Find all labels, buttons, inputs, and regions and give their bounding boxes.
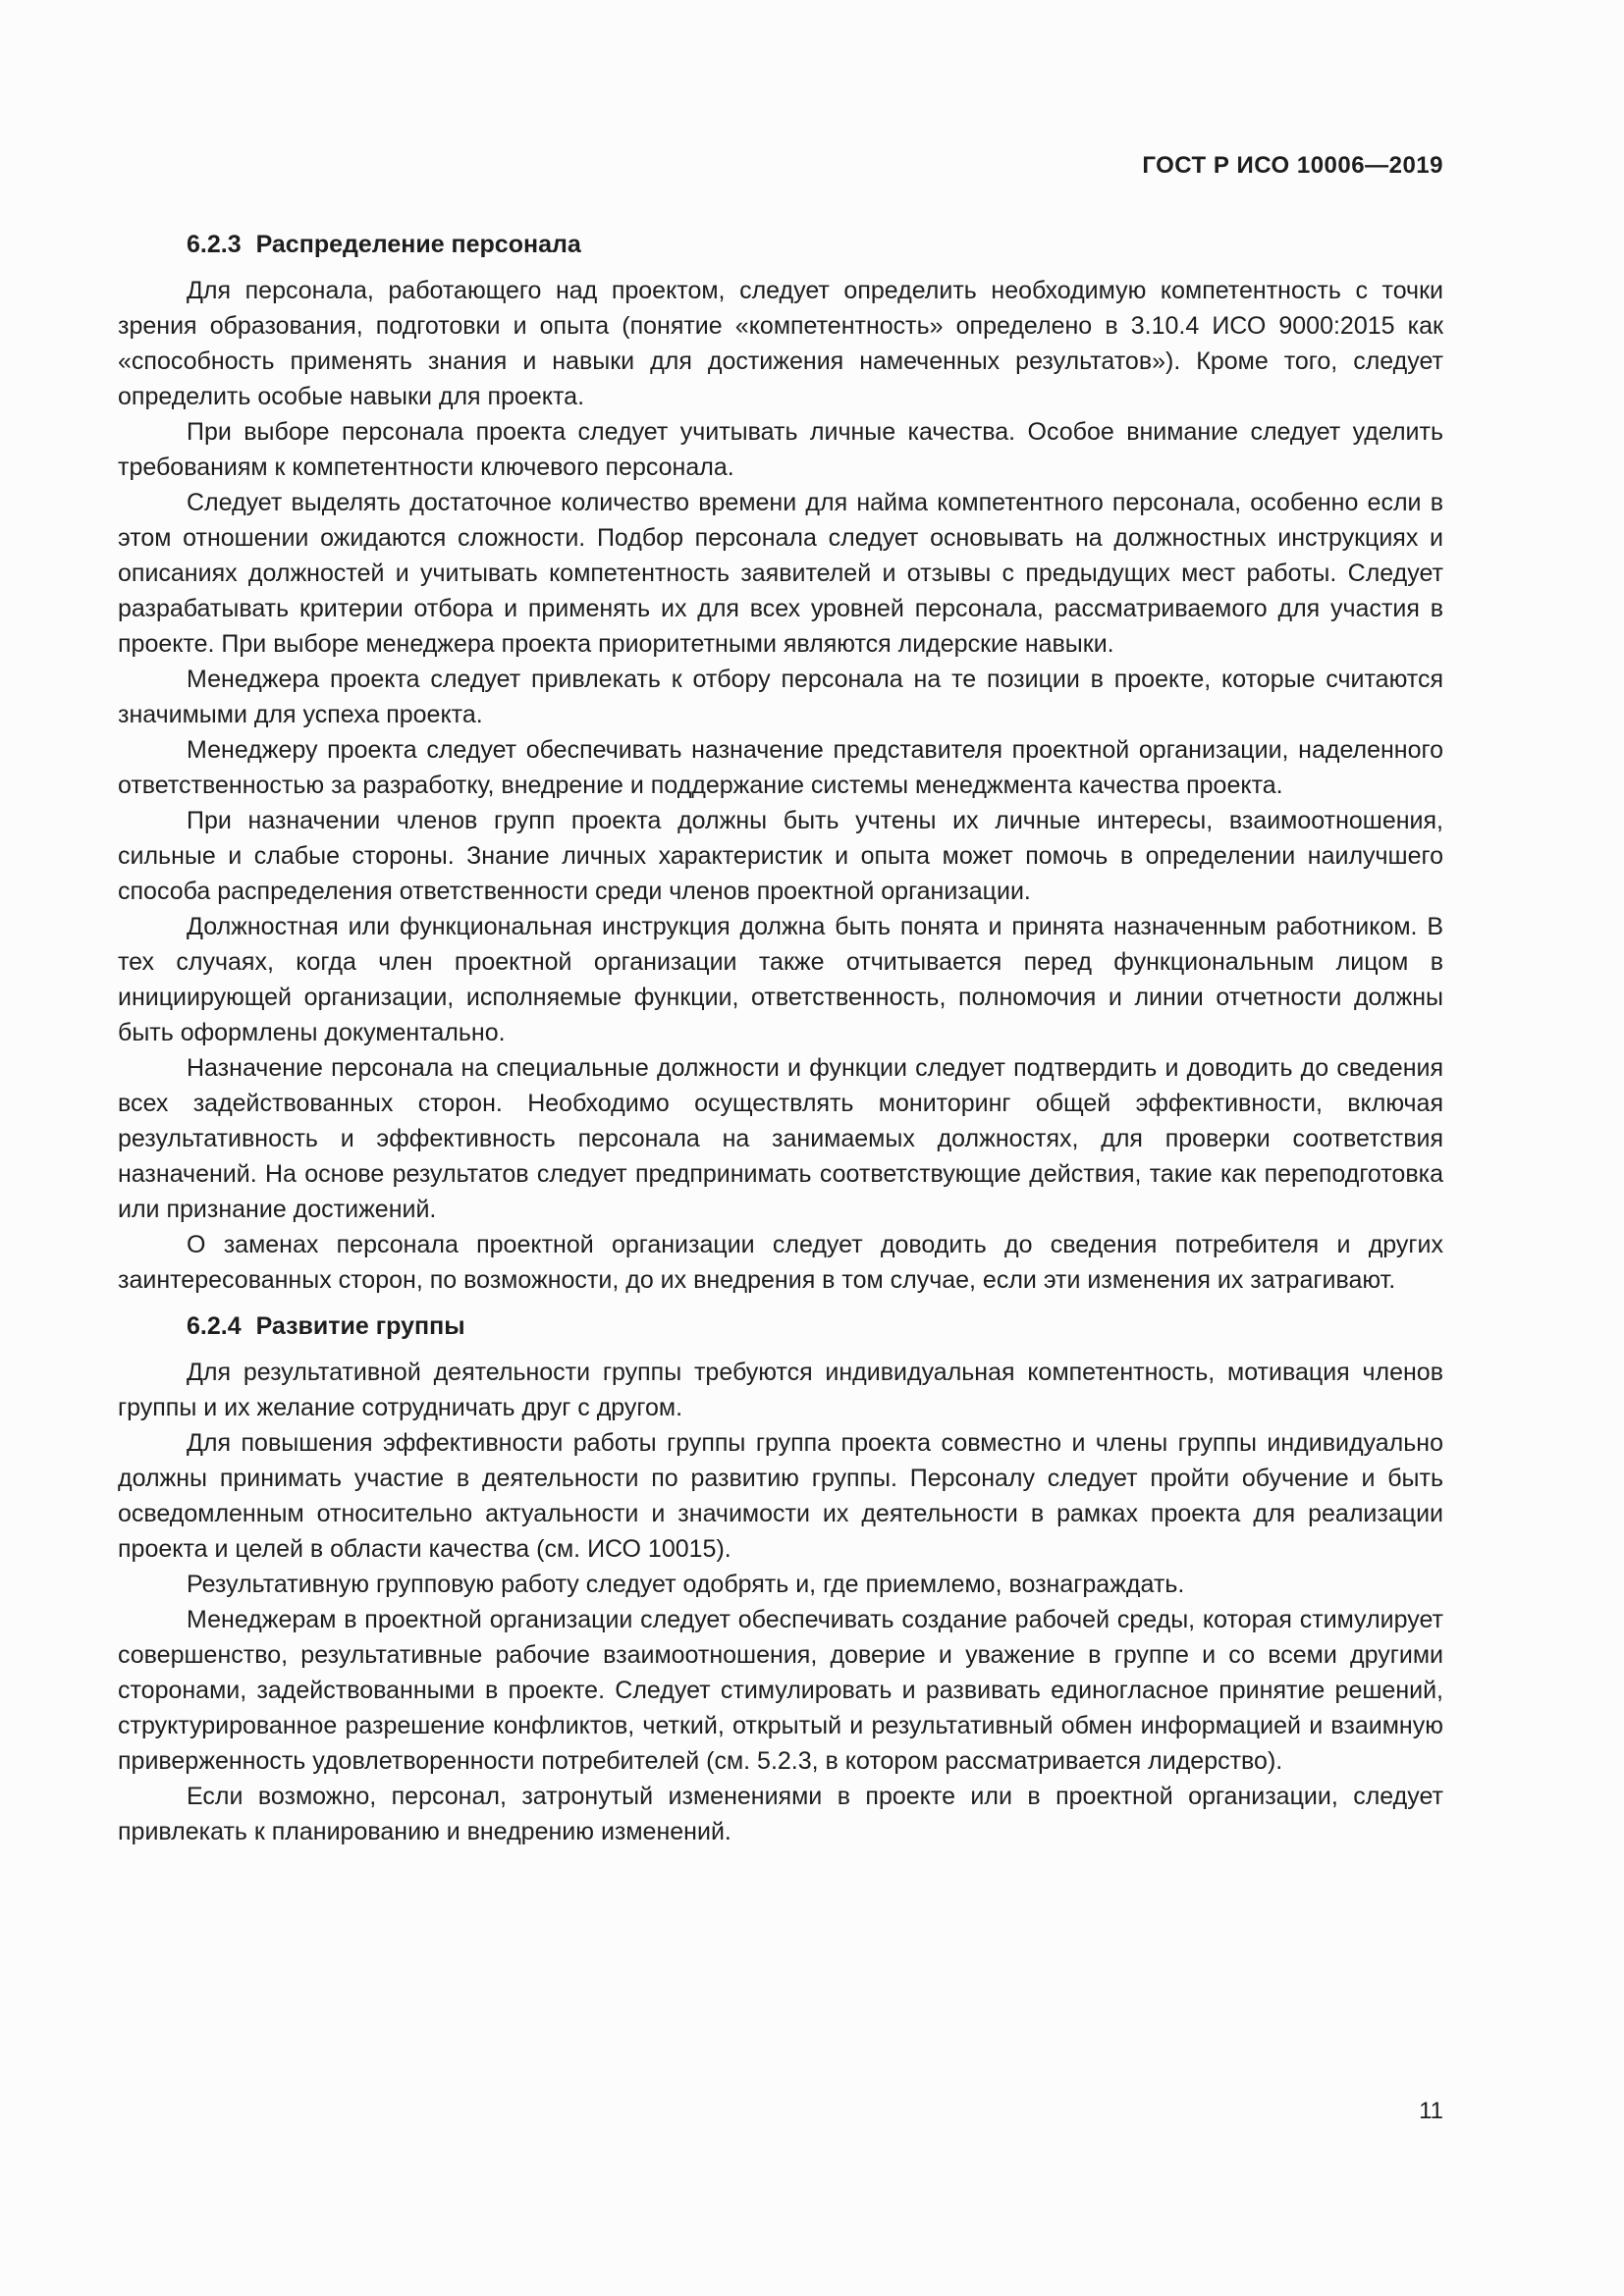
paragraph: Для результативной деятельности группы требуются индивидуальная компетентность, мотивация членов группы и их желание сотрудничать друг с другом.	[118, 1359, 1443, 1421]
paragraph: Для повышения эффективности работы группы группа проекта совместно и члены группы индивидуально должны принимать участие в деятельности по развитию группы. Персоналу следует пройти обучение и быть осведомленным относительно актуальности и значимости их деятельности в рамках проекта для реализации проекта и целей в области качества (см. ИСО 10015).	[118, 1429, 1443, 1563]
paragraph: Менеджера проекта следует привлекать к отбору персонала на те позиции в проекте, которые считаются значимыми для успеха проекта.	[118, 666, 1443, 728]
paragraph: Для персонала, работающего над проектом, следует определить необходимую компетентность с точки зрения образования, подготовки и опыта (понятие «компетентность» определено в 3.10.4 ИСО 9000:2015 как «способность применять знания и навыки для достижения намеченных результатов»). Кроме того, следует определить особые навыки для проекта.	[118, 277, 1443, 410]
section-heading	[118, 228, 1443, 261]
section-heading	[118, 1309, 1443, 1343]
section-title: Развитие группы	[255, 1312, 465, 1340]
paragraph: О заменах персонала проектной организации следует доводить до сведения потребителя и других заинтересованных сторон, по возможности, до их внедрения в том случае, если эти изменения их затрагивают.	[118, 1231, 1443, 1294]
paragraph: Менеджеру проекта следует обеспечивать назначение представителя проектной организации, наделенного ответственностью за разработку, внедрение и поддержание системы менеджмента качества проекта.	[118, 736, 1443, 799]
paragraph: Назначение персонала на специальные должности и функции следует подтвердить и доводить до сведения всех задействованных сторон. Необходимо осуществлять мониторинг общей эффективности, включая результативность и эффективность персонала на занимаемых должностях, для проверки соответствия назначений. На основе результатов следует предпринимать соответствующие действия, такие как переподготовка или признание достижений.	[118, 1054, 1443, 1223]
section-6-2-3	[118, 228, 1443, 1298]
paragraph: При выборе персонала проекта следует учитывать личные качества. Особое внимание следует уделить требованиям к компетентности ключевого персонала.	[118, 418, 1443, 481]
paragraph: Должностная или функциональная инструкция должна быть понята и принята назначенным работником. В тех случаях, когда член проектной организации также отчитывается перед функциональным лицом в инициирующей организации, исполняемые функции, ответственность, полномочия и линии отчетности должны быть оформлены документально.	[118, 913, 1443, 1046]
section-number: 6.2.3	[187, 231, 242, 258]
section-title: Распределение персонала	[255, 231, 581, 258]
paragraph: Следует выделять достаточное количество времени для найма компетентного персонала, особенно если в этом отношении ожидаются сложности. Подбор персонала следует основывать на должностных инструкциях и описаниях должностей и учитывать компетентность заявителей и отзывы с предыдущих мест работы. Следует разрабатывать критерии отбора и применять их для всех уровней персонала, рассматриваемого для участия в проекте. При выборе менеджера проекта приоритетными являются лидерские навыки.	[118, 489, 1443, 658]
section-6-2-4	[118, 1309, 1443, 1849]
paragraph: Результативную групповую работу следует одобрять и, где приемлемо, вознаграждать.	[187, 1571, 1185, 1598]
paragraph: При назначении членов групп проекта должны быть учтены их личные интересы, взаимоотношения, сильные и слабые стороны. Знание личных характеристик и опыта может помочь в определении наилучшего способа распределения ответственности среди членов проектной организации.	[118, 807, 1443, 905]
document-body	[118, 228, 1443, 1849]
document-code-header: ГОСТ Р ИСО 10006—2019	[1142, 152, 1443, 179]
section-number: 6.2.4	[187, 1312, 242, 1340]
paragraph: Менеджерам в проектной организации следует обеспечивать создание рабочей среды, которая стимулирует совершенство, результативные рабочие взаимоотношения, доверие и уважение в группе и со всеми другими сторонами, задействованными в проекте. Следует стимулировать и развивать единогласное принятие решений, структурированное разрешение конфликтов, четкий, открытый и результативный обмен информацией и взаимную приверженность удовлетворенности потребителей (см. 5.2.3, в котором рассматривается лидерство).	[118, 1606, 1443, 1775]
page-number: 11	[1419, 2098, 1443, 2124]
paragraph: Если возможно, персонал, затронутый изменениями в проекте или в проектной организации, следует привлекать к планированию и внедрению изменений.	[118, 1783, 1443, 1845]
